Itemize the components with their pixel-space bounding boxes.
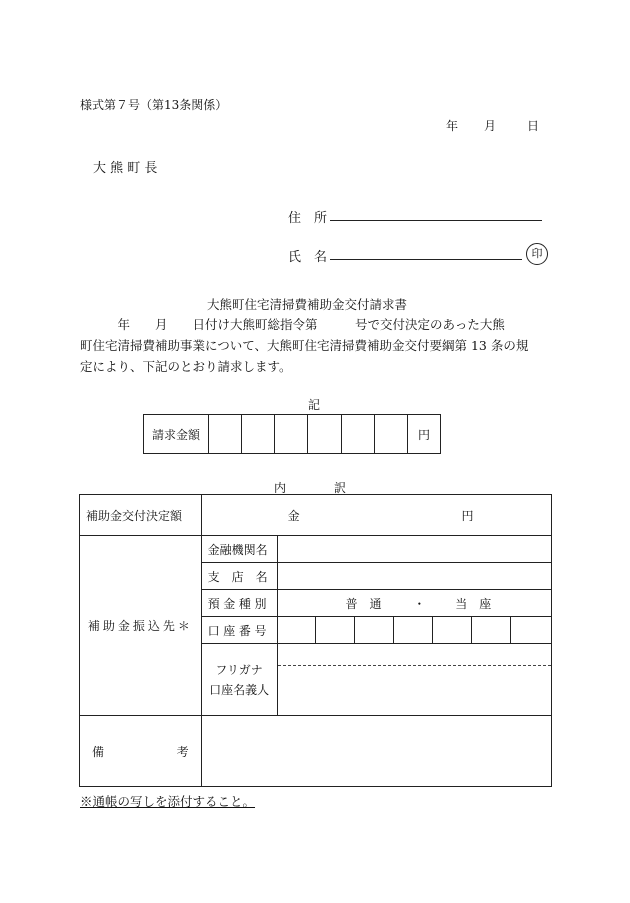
account-number-label: 口座番号 bbox=[201, 617, 277, 644]
account-digit-cell[interactable] bbox=[394, 617, 433, 644]
deposit-type-label: 預金種別 bbox=[201, 590, 277, 617]
addressee: 大 熊 町 長 bbox=[93, 161, 158, 176]
furigana-label: フリガナ bbox=[215, 662, 263, 677]
kin-label: 金 bbox=[287, 508, 300, 523]
account-holder-field[interactable] bbox=[277, 644, 551, 716]
furigana-field[interactable] bbox=[278, 644, 551, 666]
amount-digit-cell[interactable] bbox=[341, 415, 374, 454]
account-digit-cell[interactable] bbox=[277, 617, 316, 644]
bank-name-field[interactable] bbox=[277, 536, 551, 563]
seal-icon: 印 bbox=[526, 243, 548, 265]
amount-digit-cell[interactable] bbox=[242, 415, 275, 454]
transfer-label-text: 補助金振込先＊ bbox=[87, 619, 193, 633]
body-line-1: 年 月 日付け大熊町総指令第 号で交付決定のあった大熊 bbox=[80, 317, 505, 332]
footnote: ※通帳の写しを添付すること。 bbox=[80, 794, 256, 809]
deposit-current-option[interactable]: 当 座 bbox=[455, 596, 492, 611]
branch-name-label: 支 店 名 bbox=[201, 563, 277, 590]
account-holder-label bbox=[201, 644, 277, 716]
date-day: 日 bbox=[527, 119, 540, 133]
account-holder-name-label: 口座名義人 bbox=[209, 682, 270, 697]
address-line[interactable] bbox=[330, 220, 542, 221]
name-line[interactable] bbox=[330, 259, 522, 260]
breakdown-table bbox=[79, 494, 552, 787]
body-line-2: 町住宅清掃費補助事業について、大熊町住宅清掃費補助金交付要綱第 13 条の規 bbox=[80, 338, 529, 353]
body-line-3: 定により、下記のとおり請求します。 bbox=[80, 359, 292, 374]
account-digit-cell[interactable] bbox=[316, 617, 355, 644]
request-amount-table bbox=[143, 414, 441, 454]
account-digit-cell[interactable] bbox=[433, 617, 472, 644]
form-number: 様式第７号（第13条関係） bbox=[80, 98, 228, 112]
request-amount-unit: 円 bbox=[408, 415, 441, 454]
decision-amount-label: 補助金交付決定額 bbox=[80, 495, 202, 536]
decision-amount-field[interactable] bbox=[201, 495, 551, 536]
breakdown-heading: 内 訳 bbox=[274, 481, 347, 495]
amount-digit-cell[interactable] bbox=[374, 415, 407, 454]
transfer-label bbox=[80, 536, 202, 716]
remarks-label bbox=[80, 716, 202, 787]
deposit-type-field[interactable] bbox=[277, 590, 551, 617]
amount-digit-cell[interactable] bbox=[275, 415, 308, 454]
remarks-label-left: 備 bbox=[92, 744, 105, 759]
document-title: 大熊町住宅清掃費補助金交付請求書 bbox=[207, 297, 408, 312]
request-amount-label: 請求金額 bbox=[144, 415, 209, 454]
bank-name-label: 金融機関名 bbox=[201, 536, 277, 563]
yen-label: 円 bbox=[461, 508, 474, 523]
date-month: 月 bbox=[484, 119, 497, 133]
branch-name-field[interactable] bbox=[277, 563, 551, 590]
date-year: 年 bbox=[446, 119, 459, 133]
deposit-separator: ・ bbox=[413, 596, 426, 611]
amount-digit-cell[interactable] bbox=[308, 415, 341, 454]
address-label: 住 所 bbox=[288, 211, 328, 226]
amount-digit-cell[interactable] bbox=[209, 415, 242, 454]
name-label: 氏 名 bbox=[288, 250, 328, 265]
remarks-field[interactable] bbox=[201, 716, 551, 787]
account-holder-name-field[interactable] bbox=[278, 666, 551, 715]
ki-heading: 記 bbox=[308, 398, 321, 412]
remarks-label-right: 考 bbox=[176, 744, 189, 759]
account-digit-cell[interactable] bbox=[355, 617, 394, 644]
account-digit-cell[interactable] bbox=[472, 617, 511, 644]
account-digit-cell[interactable] bbox=[511, 617, 552, 644]
deposit-ordinary-option[interactable]: 普 通 bbox=[345, 596, 382, 611]
